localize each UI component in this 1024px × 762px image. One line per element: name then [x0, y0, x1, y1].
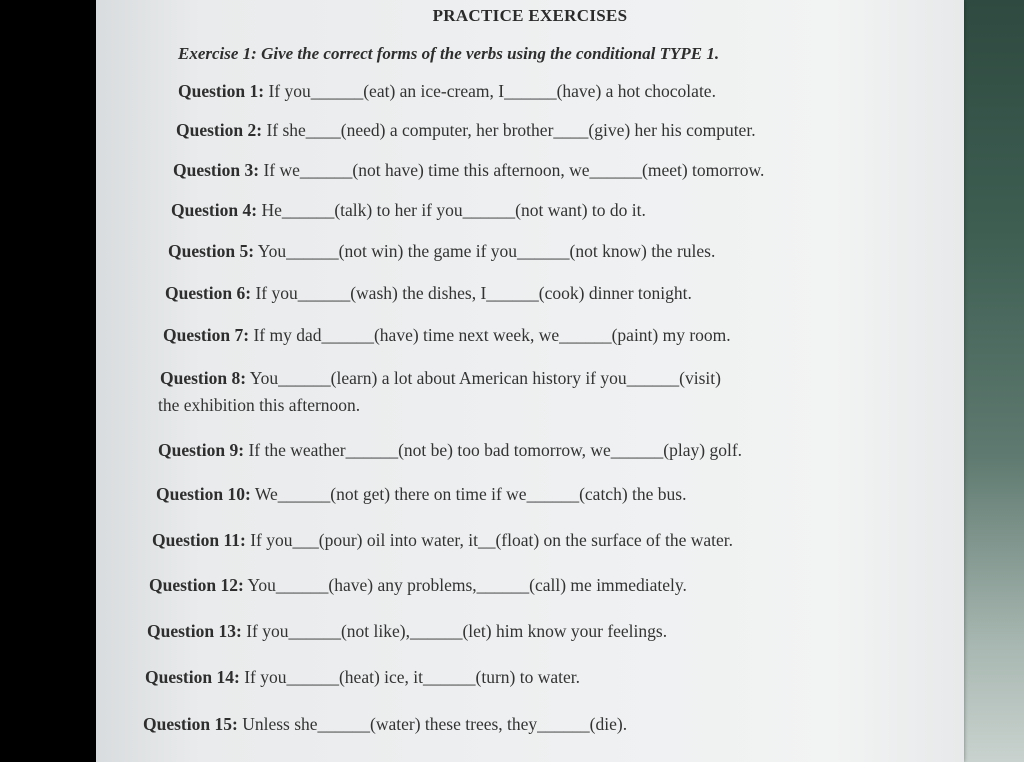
- page-title: PRACTICE EXERCISES: [432, 6, 628, 25]
- question-label: Question 7:: [163, 325, 250, 345]
- question-text: If my dad______(have) time next week, we______(paint) my room.: [253, 325, 731, 345]
- question-8: [160, 368, 721, 416]
- worksheet-page: [96, 0, 964, 762]
- question-text: We______(not get) there on time if we______(catch) the bus.: [254, 484, 687, 504]
- question-13: [147, 621, 667, 642]
- question-text: If the weather______(not be) too bad tomorrow, we______(play) golf.: [248, 440, 743, 460]
- question-11: [152, 530, 733, 551]
- question-2: [176, 120, 756, 141]
- question-4: [171, 200, 646, 221]
- question-text: If she____(need) a computer, her brother____(give) her his computer.: [266, 120, 756, 140]
- question-label: Question 3:: [173, 160, 260, 180]
- exercise-instruction: Exercise 1: Give the correct forms of the verbs using the conditional TYPE 1.: [178, 44, 720, 63]
- question-label: Question 5:: [168, 241, 255, 261]
- question-label: Question 9:: [158, 440, 245, 460]
- question-label: Question 15:: [143, 714, 238, 734]
- question-label: Question 13:: [147, 621, 242, 641]
- question-text: You______(have) any problems,______(call) me immediately.: [247, 575, 687, 595]
- question-text: If we______(not have) time this afternoon, we______(meet) tomorrow.: [263, 160, 765, 180]
- question-3: [173, 160, 764, 181]
- question-text: You______(learn) a lot about American history if you______(visit): [249, 368, 721, 388]
- question-text: If you______(not like),______(let) him know your feelings.: [246, 621, 668, 641]
- question-label: Question 1:: [178, 81, 265, 101]
- question-9: [158, 440, 742, 461]
- question-12: [149, 575, 687, 596]
- question-text: He______(talk) to her if you______(not want) to do it.: [261, 200, 646, 220]
- question-15: [143, 714, 627, 735]
- question-10: [156, 484, 686, 505]
- question-text-continued: the exhibition this afternoon.: [158, 395, 361, 415]
- question-text: If you______(eat) an ice-cream, I______(have) a hot chocolate.: [268, 81, 716, 101]
- question-5: [168, 241, 715, 262]
- question-label: Question 11:: [152, 530, 246, 550]
- question-label: Question 12:: [149, 575, 244, 595]
- question-label: Question 14:: [145, 667, 240, 687]
- question-text: If you______(heat) ice, it______(turn) to water.: [244, 667, 580, 687]
- question-label: Question 6:: [165, 283, 252, 303]
- question-text: If you___(pour) oil into water, it__(float) on the surface of the water.: [250, 530, 734, 550]
- question-14: [145, 667, 580, 688]
- question-label: Question 4:: [171, 200, 258, 220]
- question-1: [178, 81, 716, 102]
- question-text: You______(not win) the game if you______(not know) the rules.: [257, 241, 716, 261]
- question-6: [165, 283, 692, 304]
- question-label: Question 8:: [160, 368, 247, 388]
- question-text: If you______(wash) the dishes, I______(cook) dinner tonight.: [255, 283, 692, 303]
- question-text: Unless she______(water) these trees, they______(die).: [242, 714, 628, 734]
- question-label: Question 2:: [176, 120, 263, 140]
- question-label: Question 10:: [156, 484, 251, 504]
- question-7: [163, 325, 731, 346]
